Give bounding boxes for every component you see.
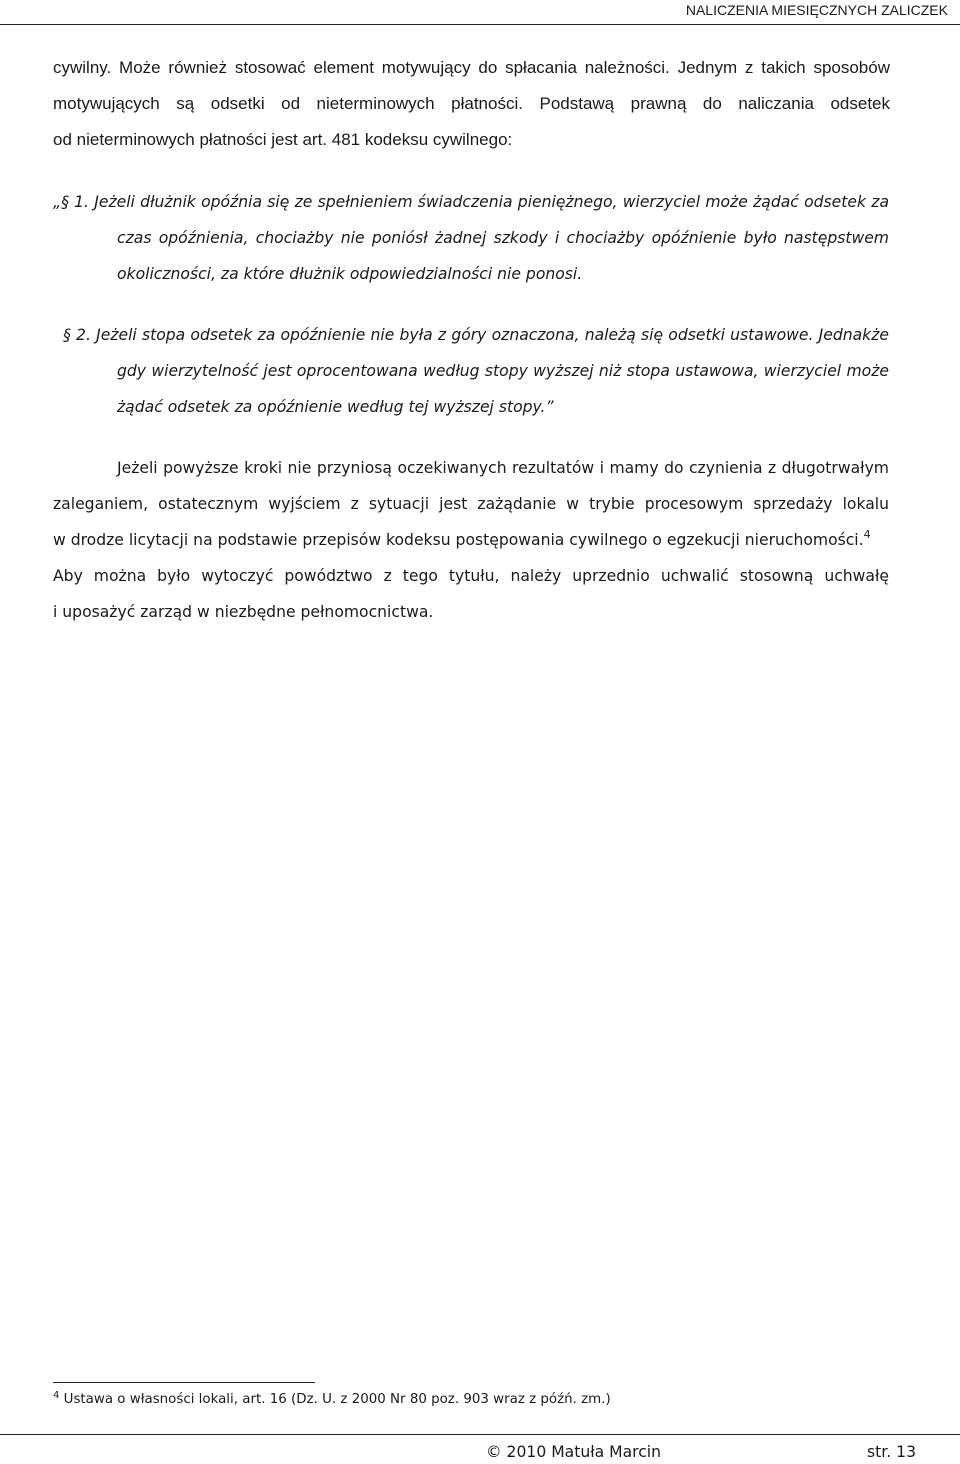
footnote-number: 4 — [53, 1390, 60, 1401]
main-line-5: i uposażyć zarząd w niezbędne pełnomocnictwa. — [53, 603, 434, 621]
footnote-reference[interactable]: 4 — [863, 528, 871, 541]
quote1-line-2: czas opóźnienia, chociażby nie poniósł żadnej szkody i chociażby opóźnienie było następstwem — [117, 229, 889, 247]
main-line-3 — [53, 522, 923, 558]
footer-separator — [0, 1434, 960, 1435]
intro-line-3: od nieterminowych płatności jest art. 481 kodeksu cywilnego: — [53, 130, 513, 149]
main-line-2: zaleganiem, ostatecznym wyjściem z sytuacji jest zażądanie w trybie procesowym sprzedaży lokalu — [53, 495, 889, 513]
running-title: NALICZENIA MIESIĘCZNYCH ZALICZEK — [685, 2, 948, 18]
quote2-line-3: żądać odsetek za opóźnienie według tej wyższej stopy.” — [117, 398, 554, 416]
footnote — [53, 1386, 611, 1414]
main-line-3-text: w drodze licytacji na podstawie przepisów kodeksu postępowania cywilnego o egzekucji nieruchomości. — [53, 531, 864, 549]
quote1-line-3: okoliczności, za które dłużnik odpowiedzialności nie ponosi. — [117, 265, 583, 283]
page-number: str. 13 — [867, 1443, 916, 1461]
page-header — [0, 0, 960, 25]
footnote-text: Ustawa o własności lokali, art. 16 (Dz. U. z 2000 Nr 80 poz. 903 wraz z późń. zm.) — [63, 1392, 611, 1407]
footnote-separator — [53, 1382, 315, 1383]
quote2-line-2: gdy wierzytelność jest oprocentowana według stopy wyższej niż stopa ustawowa, wierzyciel może — [117, 362, 889, 380]
main-line-4: Aby można było wytoczyć powództwo z tego tytułu, należy uprzednio uchwalić stosowną uchwałę — [53, 567, 889, 585]
intro-line-2: motywujących są odsetki od nieterminowych płatności. Podstawą prawną do naliczania odsetek — [53, 94, 890, 113]
footer-copyright: © 2010 Matuła Marcin — [486, 1443, 662, 1461]
intro-line-1: cywilny. Może również stosować element motywujący do spłacania należności. Jednym z takich sposobów — [53, 58, 890, 77]
main-line-1: Jeżeli powyższe kroki nie przyniosą oczekiwanych rezultatów i mamy do czynienia z długotrwałym — [117, 459, 889, 477]
quote2-line-1: § 2. Jeżeli stopa odsetek za opóźnienie nie była z góry oznaczona, należą się odsetki ustawowe. Jednakże — [63, 326, 889, 344]
quote1-line-1: „§ 1. Jeżeli dłużnik opóźnia się ze spełnieniem świadczenia pieniężnego, wierzyciel może żądać odsetek za — [53, 193, 889, 211]
